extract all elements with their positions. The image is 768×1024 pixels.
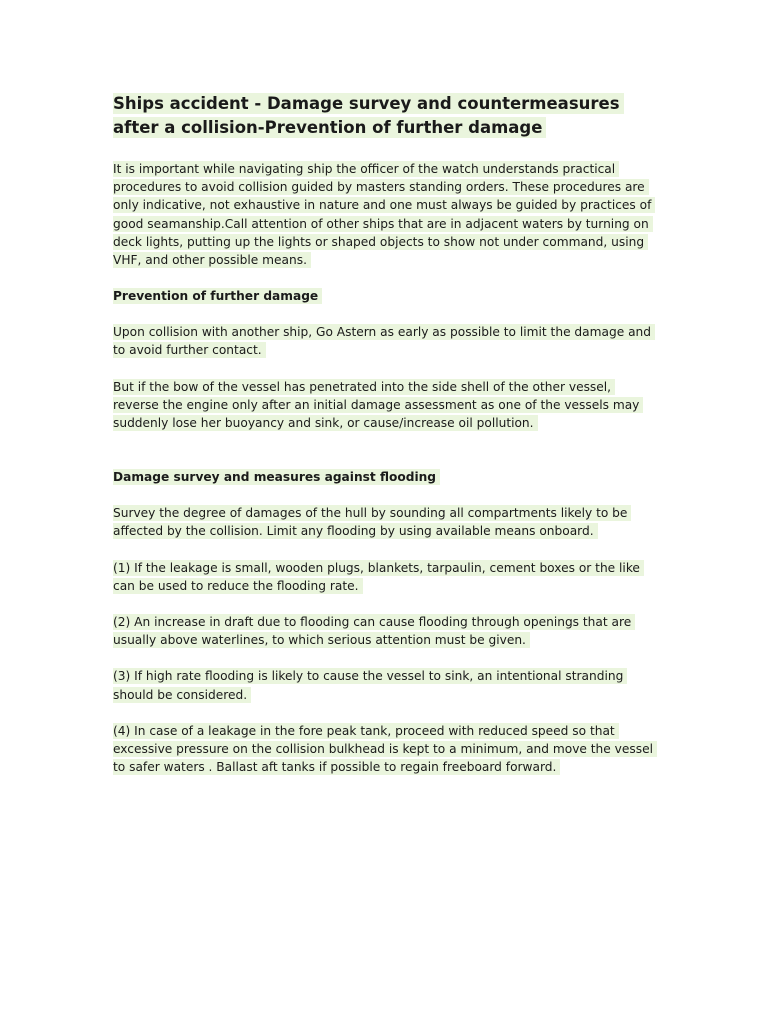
section-heading-prevention: Prevention of further damage bbox=[113, 287, 658, 305]
flooding-measure-2: (2) An increase in draft due to flooding can cause flooding through openings that are usually above waterlines, to which serious attention must be given. bbox=[113, 613, 658, 649]
document-body bbox=[113, 92, 658, 776]
intro-paragraph: It is important while navigating ship the officer of the watch understands practical procedures to avoid collision guided by masters standing orders. These procedures are only indicative, not exhaustive in nature and one must always be guided by practices of good seamanship.Call attention of other ships that are in adjacent waters by turning on deck lights, putting up the lights or shaped objects to show not under command, using VHF, and other possible means. bbox=[113, 160, 658, 269]
section-heading-damage-survey: Damage survey and measures against flooding bbox=[113, 468, 658, 486]
prevention-paragraph-1: Upon collision with another ship, Go Astern as early as possible to limit the damage and to avoid further contact. bbox=[113, 323, 658, 359]
damage-survey-paragraph: Survey the degree of damages of the hull by sounding all compartments likely to be affected by the collision. Limit any flooding by using available means onboard. bbox=[113, 504, 658, 540]
flooding-measure-1: (1) If the leakage is small, wooden plugs, blankets, tarpaulin, cement boxes or the like can be used to reduce the flooding rate. bbox=[113, 559, 658, 595]
prevention-paragraph-2: But if the bow of the vessel has penetrated into the side shell of the other vessel, reverse the engine only after an initial damage assessment as one of the vessels may suddenly lose her buoyancy and sink, or cause/increase oil pollution. bbox=[113, 378, 658, 433]
document-title: Ships accident - Damage survey and countermeasures after a collision-Prevention of further damage bbox=[113, 92, 658, 140]
flooding-measure-4: (4) In case of a leakage in the fore peak tank, proceed with reduced speed so that excessive pressure on the collision bulkhead is kept to a minimum, and move the vessel to safer waters . Ballast aft tanks if possible to regain freeboard forward. bbox=[113, 722, 658, 777]
flooding-measure-3: (3) If high rate flooding is likely to cause the vessel to sink, an intentional stranding should be considered. bbox=[113, 667, 658, 703]
